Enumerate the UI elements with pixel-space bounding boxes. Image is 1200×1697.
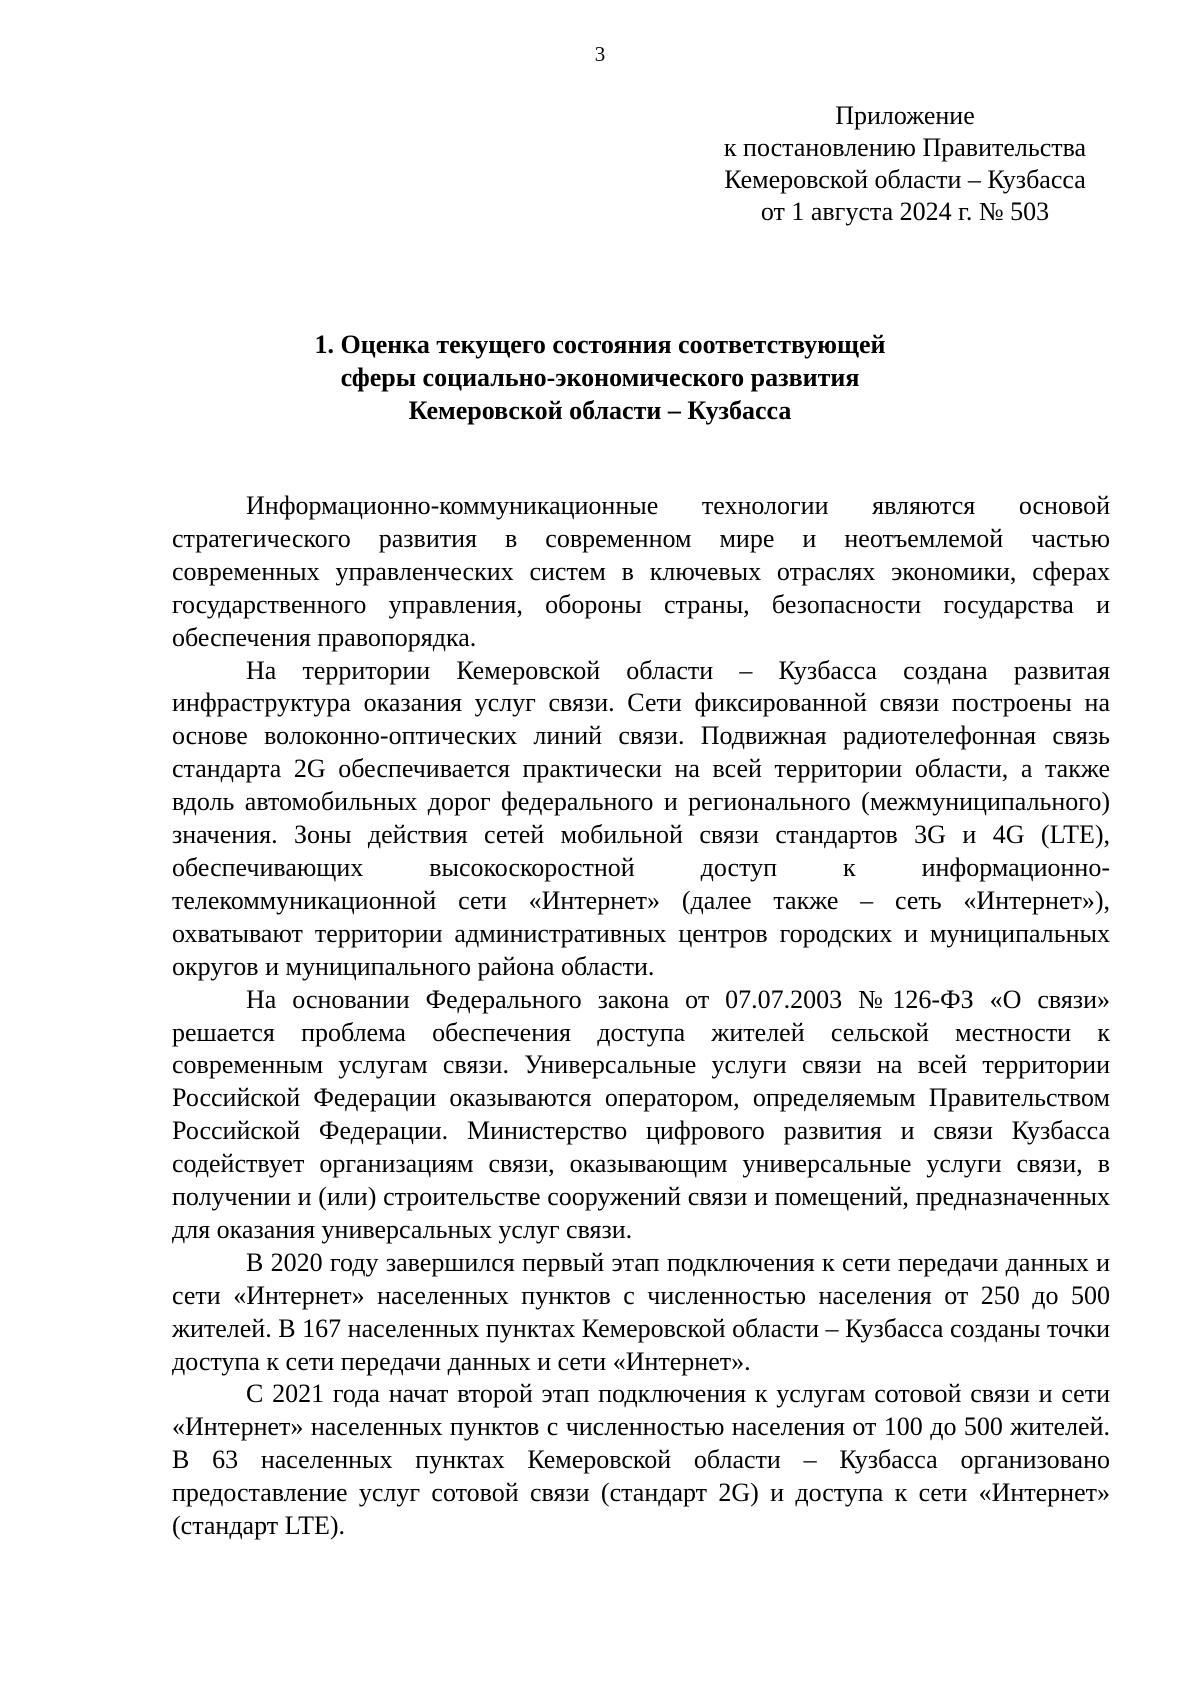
paragraph: На основании Федерального закона от 07.07.2003 №126-ФЗ «О связи» решается проблема обеспечения доступа жителей сельской местности к современным услугам связи. Универсальные услуги связи на всей территории Российской Федерации оказываются оператором, определяемым Правительством Российской Федерации. Министерство цифрового развития и связи Кузбасса содействует организациям связи, оказывающим универсальные услуги связи, в получении и (или) строительстве сооружений связи и помещений, предназначенных для оказания универсальных услуг связи. [172,984,1110,1244]
paragraph: В 2020 году завершился первый этап подключения к сети передачи данных и сети «Интернет» населенных пунктов с численностью населения от 250 до 500 жителей. В 167 населенных пунктах Кемеровской области – Кузбасса созданы точки доступа к сети передачи данных и сети «Интернет». [172,1247,1110,1376]
appendix-line: Приложение [835,101,975,130]
body-text [172,490,1110,1543]
appendix-line: к постановлению Правительства [723,133,1087,162]
heading-line: сферы социально-экономического развития [340,363,860,392]
page-number: 3 [594,42,606,66]
paragraph: Информационно-коммуникационные технологии являются основой стратегического развития в современном мире и неотъемлемой частью современных управленческих систем в ключевых отраслях экономики, сферах государственного управления, обороны страны, безопасности государства и обеспечения правопорядка. [172,491,1110,652]
appendix-block [700,100,1110,228]
heading-line: 1. Оценка текущего состояния соответствующей [314,330,886,359]
paragraph: С 2021 года начат второй этап подключения к услугам сотовой связи и сети «Интернет» населенных пунктов с численностью населения от 100 до 500 жителей. В 63 населенных пунктах Кемеровской области – Кузбасса организовано предоставление услуг сотовой связи (стандарт 2G) и доступа к сети «Интернет» (стандарт LTE). [172,1379,1110,1541]
paragraph: На территории Кемеровской области – Кузбасса создана развитая инфраструктура оказания услуг связи. Сети фиксированной связи построены на основе волоконно-оптических линий связи. Подвижная радиотелефонная связь стандарта 2G обеспечивается практически на всей территории области, а также вдоль автомобильных дорог федерального и регионального (межмуниципального) значения. Зоны действия сетей мобильной связи стандартов 3G и 4G (LTE), обеспечивающих высокоскоростной доступ к информационно-телекоммуникационной сети «Интернет» (далее также – сеть «Интернет»), охватывают территории административных центров городских и муниципальных округов и муниципального района области. [172,655,1110,981]
appendix-line: Кемеровской области – Кузбасса [724,165,1086,194]
section-heading [0,328,1200,427]
heading-line: Кемеровской области – Кузбасса [408,396,792,425]
appendix-line: от 1 августа 2024 г. № 503 [760,197,1050,226]
